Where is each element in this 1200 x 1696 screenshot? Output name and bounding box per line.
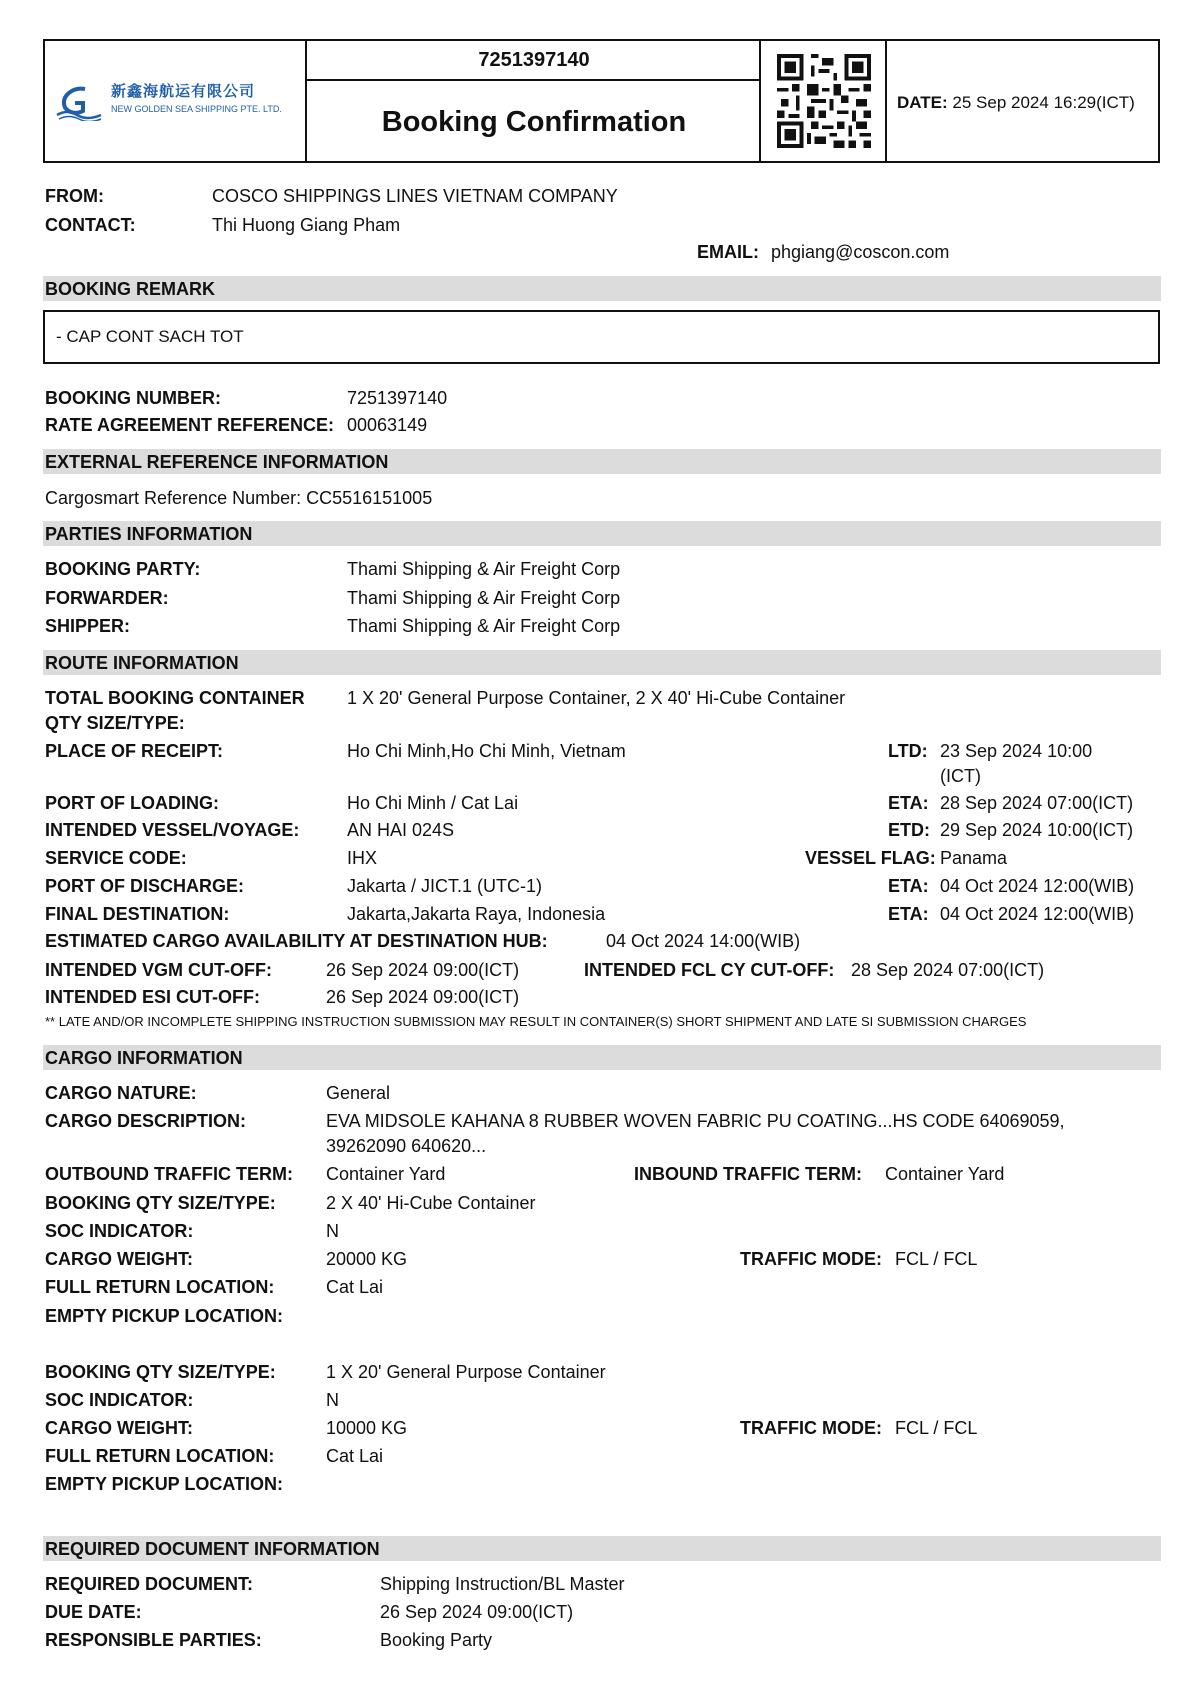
forwarder-label: FORWARDER: xyxy=(45,588,169,608)
outbound-term-label: OUTBOUND TRAFFIC TERM: xyxy=(45,1164,293,1184)
cargo-description-value-line2: 39262090 640620... xyxy=(326,1136,487,1156)
booking-remark-text: - CAP CONT SACH TOT xyxy=(56,327,244,346)
service-code-label: SERVICE CODE: xyxy=(45,848,187,868)
responsible-parties-label: RESPONSIBLE PARTIES: xyxy=(45,1630,262,1650)
external-reference-text: Cargosmart Reference Number: CC5516151005 xyxy=(45,488,433,508)
cargo-nature-label: CARGO NATURE: xyxy=(45,1083,197,1103)
late-si-note: ** LATE AND/OR INCOMPLETE SHIPPING INSTRUCTION SUBMISSION MAY RESULT IN CONTAINER(S) SHORT SHIPMENT AND LATE SI SUBMISSION CHARGES xyxy=(45,1014,1027,1029)
rate-agreement-label: RATE AGREEMENT REFERENCE: xyxy=(45,415,335,435)
fcl-cy-cutoff-value: 28 Sep 2024 07:00(ICT) xyxy=(851,960,1045,980)
logo-mark-icon xyxy=(55,85,105,121)
vgm-cutoff-label: INTENDED VGM CUT-OFF: xyxy=(45,960,272,980)
logo-chinese-name: 新鑫海航运有限公司 xyxy=(111,83,256,100)
empty-pickup-label: EMPTY PICKUP LOCATION: xyxy=(45,1474,284,1494)
cargo-weight-value: 10000 KG xyxy=(326,1418,408,1438)
soc-indicator-label: SOC INDICATOR: xyxy=(45,1390,194,1410)
booking-qty-label: BOOKING QTY SIZE/TYPE: xyxy=(45,1362,276,1382)
from-label: FROM: xyxy=(45,186,104,206)
port-of-loading-label: PORT OF LOADING: xyxy=(45,793,219,813)
loading-eta-label: ETA: xyxy=(888,793,929,813)
traffic-mode-value: FCL / FCL xyxy=(895,1418,978,1438)
cargo-availability-value: 04 Oct 2024 14:00(WIB) xyxy=(606,931,801,951)
esi-cutoff-label: INTENDED ESI CUT-OFF: xyxy=(45,987,260,1007)
responsible-parties-value: Booking Party xyxy=(380,1630,493,1650)
etd-value: 29 Sep 2024 10:00(ICT) xyxy=(940,820,1134,840)
vessel-flag-label: VESSEL FLAG: xyxy=(805,848,936,868)
shipper-value: Thami Shipping & Air Freight Corp xyxy=(347,616,621,636)
cargo-description-value: EVA MIDSOLE KAHANA 8 RUBBER WOVEN FABRIC PU COATING...HS CODE 64069059, xyxy=(326,1111,1065,1131)
email-label: EMAIL: xyxy=(697,242,759,262)
external-reference-section-header: EXTERNAL REFERENCE INFORMATION xyxy=(43,449,1161,474)
header-title-cell xyxy=(305,41,761,161)
esi-cutoff-value: 26 Sep 2024 09:00(ICT) xyxy=(326,987,520,1007)
required-document-value: Shipping Instruction/BL Master xyxy=(380,1574,625,1594)
booking-remark-box xyxy=(43,310,1160,364)
ltd-value: 23 Sep 2024 10:00 xyxy=(940,741,1093,761)
cargo-nature-value: General xyxy=(326,1083,391,1103)
full-return-label: FULL RETURN LOCATION: xyxy=(45,1446,275,1466)
email-value: phgiang@coscon.com xyxy=(771,242,950,262)
fcl-cy-cutoff-label: INTENDED FCL CY CUT-OFF: xyxy=(584,960,835,980)
full-return-value: Cat Lai xyxy=(326,1446,384,1466)
traffic-mode-label: TRAFFIC MODE: xyxy=(740,1418,882,1438)
required-document-section-header: REQUIRED DOCUMENT INFORMATION xyxy=(43,1536,1161,1561)
final-destination-value: Jakarta,Jakarta Raya, Indonesia xyxy=(347,904,606,924)
booking-qty-value: 2 X 40' Hi-Cube Container xyxy=(326,1193,536,1213)
destination-eta-value: 04 Oct 2024 12:00(WIB) xyxy=(940,904,1135,924)
full-return-label: FULL RETURN LOCATION: xyxy=(45,1277,275,1297)
destination-eta-label: ETA: xyxy=(888,904,929,924)
total-container-label: TOTAL BOOKING CONTAINER xyxy=(45,688,305,708)
header-document-title: Booking Confirmation xyxy=(381,106,687,138)
cargo-availability-label: ESTIMATED CARGO AVAILABILITY AT DESTINATION HUB: xyxy=(45,931,548,951)
due-date-value: 26 Sep 2024 09:00(ICT) xyxy=(380,1602,574,1622)
ltd-value-line2: (ICT) xyxy=(940,766,981,786)
document-header xyxy=(43,39,1160,163)
cargo-weight-label: CARGO WEIGHT: xyxy=(45,1418,193,1438)
qr-code-icon xyxy=(777,54,871,148)
total-container-label-line2: QTY SIZE/TYPE: xyxy=(45,713,185,733)
cargo-weight-label: CARGO WEIGHT: xyxy=(45,1249,193,1269)
company-logo xyxy=(53,83,293,123)
vessel-flag-value: Panama xyxy=(940,848,1008,868)
header-qr-cell xyxy=(759,41,887,161)
rate-agreement-value: 00063149 xyxy=(347,415,428,435)
booking-number-value: 7251397140 xyxy=(347,388,448,408)
etd-label: ETD: xyxy=(888,820,930,840)
port-of-discharge-value: Jakarta / JICT.1 (UTC-1) xyxy=(347,876,543,896)
date-value: 25 Sep 2024 16:29(ICT) xyxy=(952,93,1135,112)
forwarder-value: Thami Shipping & Air Freight Corp xyxy=(347,588,621,608)
outbound-term-value: Container Yard xyxy=(326,1164,446,1184)
port-of-discharge-label: PORT OF DISCHARGE: xyxy=(45,876,245,896)
contact-value: Thi Huong Giang Pham xyxy=(212,215,401,235)
soc-indicator-value: N xyxy=(326,1390,339,1410)
cargo-description-label: CARGO DESCRIPTION: xyxy=(45,1111,247,1131)
final-destination-label: FINAL DESTINATION: xyxy=(45,904,230,924)
cargo-section-header: CARGO INFORMATION xyxy=(43,1045,1161,1070)
logo-english-name: NEW GOLDEN SEA SHIPPING PTE. LTD. xyxy=(111,104,282,114)
vgm-cutoff-value: 26 Sep 2024 09:00(ICT) xyxy=(326,960,520,980)
date-label: DATE: xyxy=(897,93,948,112)
booking-qty-label: BOOKING QTY SIZE/TYPE: xyxy=(45,1193,276,1213)
port-of-loading-value: Ho Chi Minh / Cat Lai xyxy=(347,793,519,813)
booking-qty-value: 1 X 20' General Purpose Container xyxy=(326,1362,606,1382)
vessel-voyage-value: AN HAI 024S xyxy=(347,820,455,840)
booking-number-label: BOOKING NUMBER: xyxy=(45,388,221,408)
empty-pickup-label: EMPTY PICKUP LOCATION: xyxy=(45,1306,284,1326)
total-container-value: 1 X 20' General Purpose Container, 2 X 40' Hi-Cube Container xyxy=(347,688,846,708)
discharge-eta-value: 04 Oct 2024 12:00(WIB) xyxy=(940,876,1135,896)
from-value: COSCO SHIPPINGS LINES VIETNAM COMPANY xyxy=(212,186,618,206)
loading-eta-value: 28 Sep 2024 07:00(ICT) xyxy=(940,793,1134,813)
contact-label: CONTACT: xyxy=(45,215,136,235)
parties-section-header: PARTIES INFORMATION xyxy=(43,521,1161,546)
full-return-value: Cat Lai xyxy=(326,1277,384,1297)
vessel-voyage-label: INTENDED VESSEL/VOYAGE: xyxy=(45,820,300,840)
place-of-receipt-value: Ho Chi Minh,Ho Chi Minh, Vietnam xyxy=(347,741,626,761)
cargo-weight-value: 20000 KG xyxy=(326,1249,408,1269)
required-document-label: REQUIRED DOCUMENT: xyxy=(45,1574,254,1594)
traffic-mode-label: TRAFFIC MODE: xyxy=(740,1249,882,1269)
header-date-cell xyxy=(885,41,1158,161)
traffic-mode-value: FCL / FCL xyxy=(895,1249,978,1269)
ltd-label: LTD: xyxy=(888,741,928,761)
soc-indicator-label: SOC INDICATOR: xyxy=(45,1221,194,1241)
booking-party-value: Thami Shipping & Air Freight Corp xyxy=(347,559,621,579)
due-date-label: DUE DATE: xyxy=(45,1602,142,1622)
inbound-term-value: Container Yard xyxy=(885,1164,1005,1184)
booking-remark-section-header: BOOKING REMARK xyxy=(43,276,1161,301)
place-of-receipt-label: PLACE OF RECEIPT: xyxy=(45,741,224,761)
booking-party-label: BOOKING PARTY: xyxy=(45,559,201,579)
inbound-term-label: INBOUND TRAFFIC TERM: xyxy=(634,1164,862,1184)
service-code-value: IHX xyxy=(347,848,378,868)
header-booking-number: 7251397140 xyxy=(307,41,761,81)
shipper-label: SHIPPER: xyxy=(45,616,131,636)
route-section-header: ROUTE INFORMATION xyxy=(43,650,1161,675)
discharge-eta-label: ETA: xyxy=(888,876,929,896)
soc-indicator-value: N xyxy=(326,1221,339,1241)
